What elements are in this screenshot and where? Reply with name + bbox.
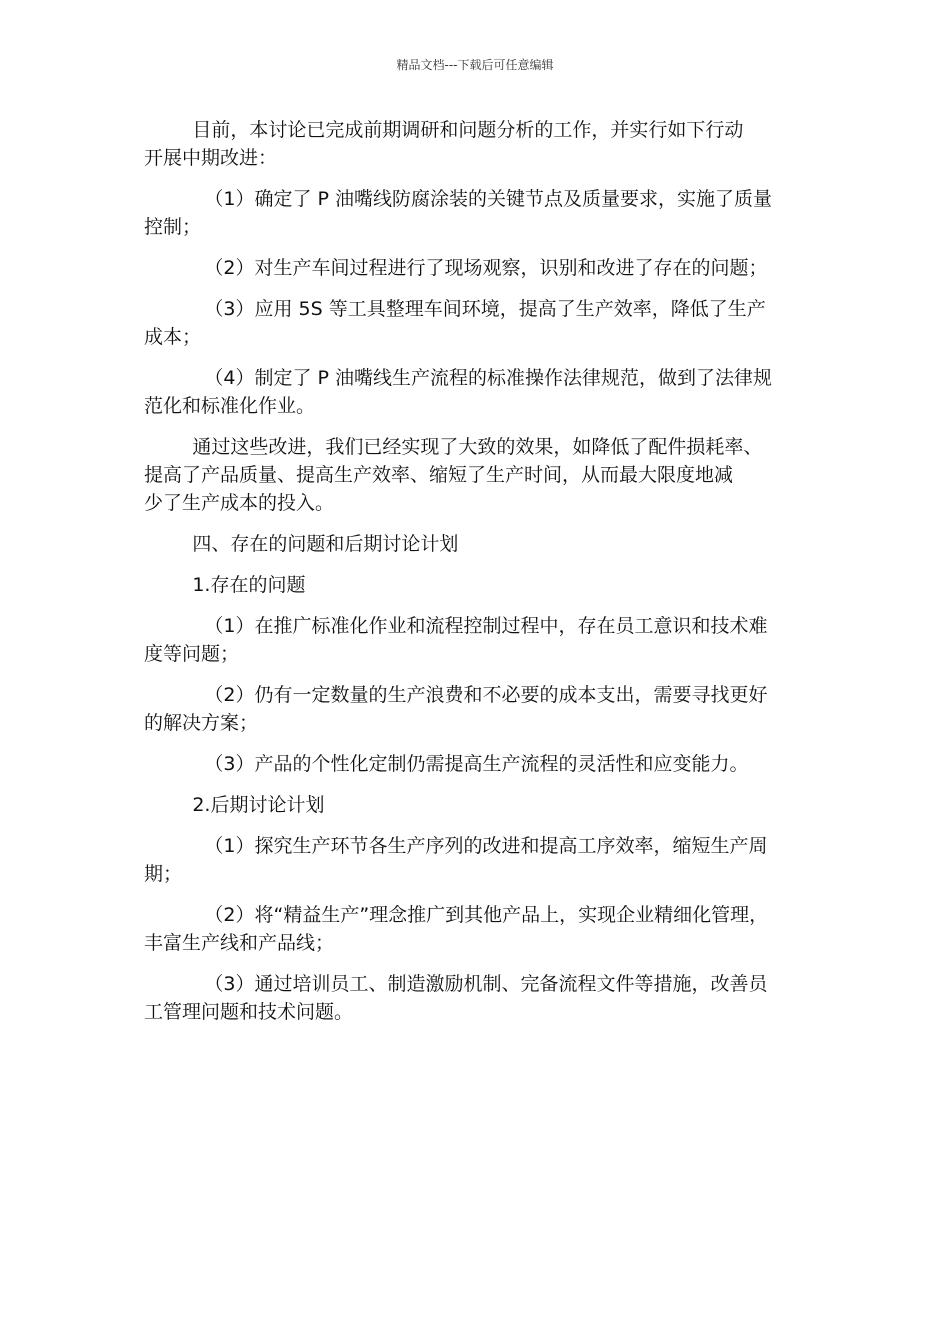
paragraph-problem-3: （3）产品的个性化定制仍需提高生产流程的灵活性和应变能力。: [144, 753, 749, 775]
paragraph-plan-1: （1）探究生产环节各生产序列的改进和提高工序效率，缩短生产周 期；: [144, 835, 768, 885]
subsection-heading-plan: 2.后期讨论计划: [144, 794, 325, 816]
paragraph-item-3: （3）应用 5S 等工具整理车间环境，提高了生产效率，降低了生产 成本；: [144, 298, 766, 348]
paragraph-plan-3: （3）通过培训员工、制造激励机制、完备流程文件等措施，改善员 工管理问题和技术问题。: [144, 973, 768, 1023]
paragraph-summary: 通过这些改进，我们已经实现了大致的效果，如降低了配件损耗率、 提高了产品质量、提高生产效率、缩短了生产时间，从而最大限度地减 少了生产成本的投入。: [144, 436, 763, 514]
paragraph-problem-1: （1）在推广标准化作业和流程控制过程中，存在员工意识和技术难 度等问题；: [144, 615, 768, 665]
paragraph-plan-2: （2）将“精益生产”理念推广到其他产品上，实现企业精细化管理， 丰富生产线和产品线；: [144, 904, 769, 954]
paragraph-item-2: （2）对生产车间过程进行了现场观察，识别和改进了存在的问题；: [144, 257, 768, 279]
paragraph-item-4: （4）制定了 P 油嘴线生产流程的标准操作法律规范，做到了法律规 范化和标准化作业。: [144, 367, 773, 417]
subsection-heading-problems: 1.存在的问题: [144, 574, 306, 596]
paragraph-intro: 目前，本讨论已完成前期调研和问题分析的工作，并实行如下行动 开展中期改进：: [144, 119, 744, 169]
paragraph-problem-2: （2）仍有一定数量的生产浪费和不必要的成本支出，需要寻找更好 的解决方案；: [144, 684, 768, 734]
page-header: 精品文档---下载后可任意编辑: [396, 58, 554, 72]
section-heading-4: 四、存在的问题和后期讨论计划: [144, 533, 459, 555]
document-body: [144, 116, 816, 1039]
paragraph-item-1: （1）确定了 P 油嘴线防腐涂装的关键节点及质量要求，实施了质量 控制；: [144, 188, 773, 238]
